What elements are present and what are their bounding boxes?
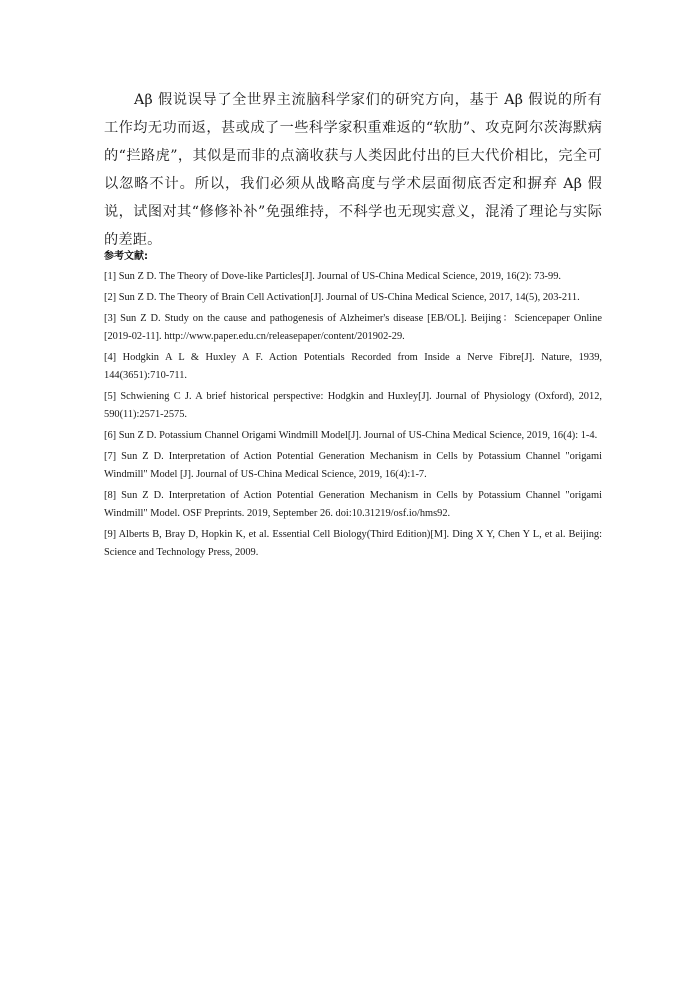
reference-item: [3] Sun Z D. Study on the cause and pathogenesis of Alzheimer's disease [EB/OL]. Beijing：Sciencepaper Online [2019-02-11]. http://www.paper.edu.cn/releasepaper/content/201902-29. — [104, 313, 602, 342]
reference-item: [9] Alberts B, Bray D, Hopkin K, et al. Essential Cell Biology(Third Edition)[M]. Ding X Y, Chen Y L, et al. Beijing: Science and Technology Press, 2009. — [104, 529, 602, 558]
reference-item: [1] Sun Z D. The Theory of Dove-like Particles[J]. Journal of US-China Medical Science, 2019, 16(2): 73-99. — [104, 271, 561, 282]
reference-item: [2] Sun Z D. The Theory of Brain Cell Activation[J]. Journal of US-China Medical Science, 2017, 14(5), 203-211. — [104, 292, 580, 303]
reference-item: [4] Hodgkin A L & Huxley A F. Action Potentials Recorded from Inside a Nerve Fibre[J]. Nature, 1939, 144(3651):710-711. — [104, 352, 602, 381]
references-section — [104, 248, 602, 565]
reference-item: [6] Sun Z D. Potassium Channel Origami Windmill Model[J]. Journal of US-China Medical Science, 2019, 16(4): 1-4. — [104, 430, 598, 441]
reference-item: [8] Sun Z D. Interpretation of Action Potential Generation Mechanism in Cells by Potassium Channel "origami Windmill" Model. OSF Preprints. 2019, September 26. doi:10.31219/osf.io/hms92. — [104, 490, 602, 519]
body-paragraph: Aβ 假说误导了全世界主流脑科学家们的研究方向，基于 Aβ 假说的所有工作均无功而返，甚或成了一些科学家积重难返的“软肋”、攻克阿尔茨海默病的“拦路虎”，其似是而非的点滴收获与人类因此付出的巨大代价相比，完全可以忽略不计。所以，我们必须从战略高度与学术层面彻底否定和摒弃 Aβ 假说，试图对其“修修补补”免强维持，不科学也无现实意义，混淆了理论与实际的差距。 — [104, 92, 602, 248]
references-list — [104, 268, 602, 562]
reference-item: [7] Sun Z D. Interpretation of Action Potential Generation Mechanism in Cells by Potassium Channel "origami Windmill" Model [J]. Journal of US-China Medical Science, 2019, 16(4):1-7. — [104, 451, 602, 480]
references-heading: 参考文献: — [104, 251, 148, 262]
reference-item: [5] Schwiening C J. A brief historical perspective: Hodgkin and Huxley[J]. Journal of Physiology (Oxford), 2012, 590(11):2571-2575. — [104, 391, 602, 420]
